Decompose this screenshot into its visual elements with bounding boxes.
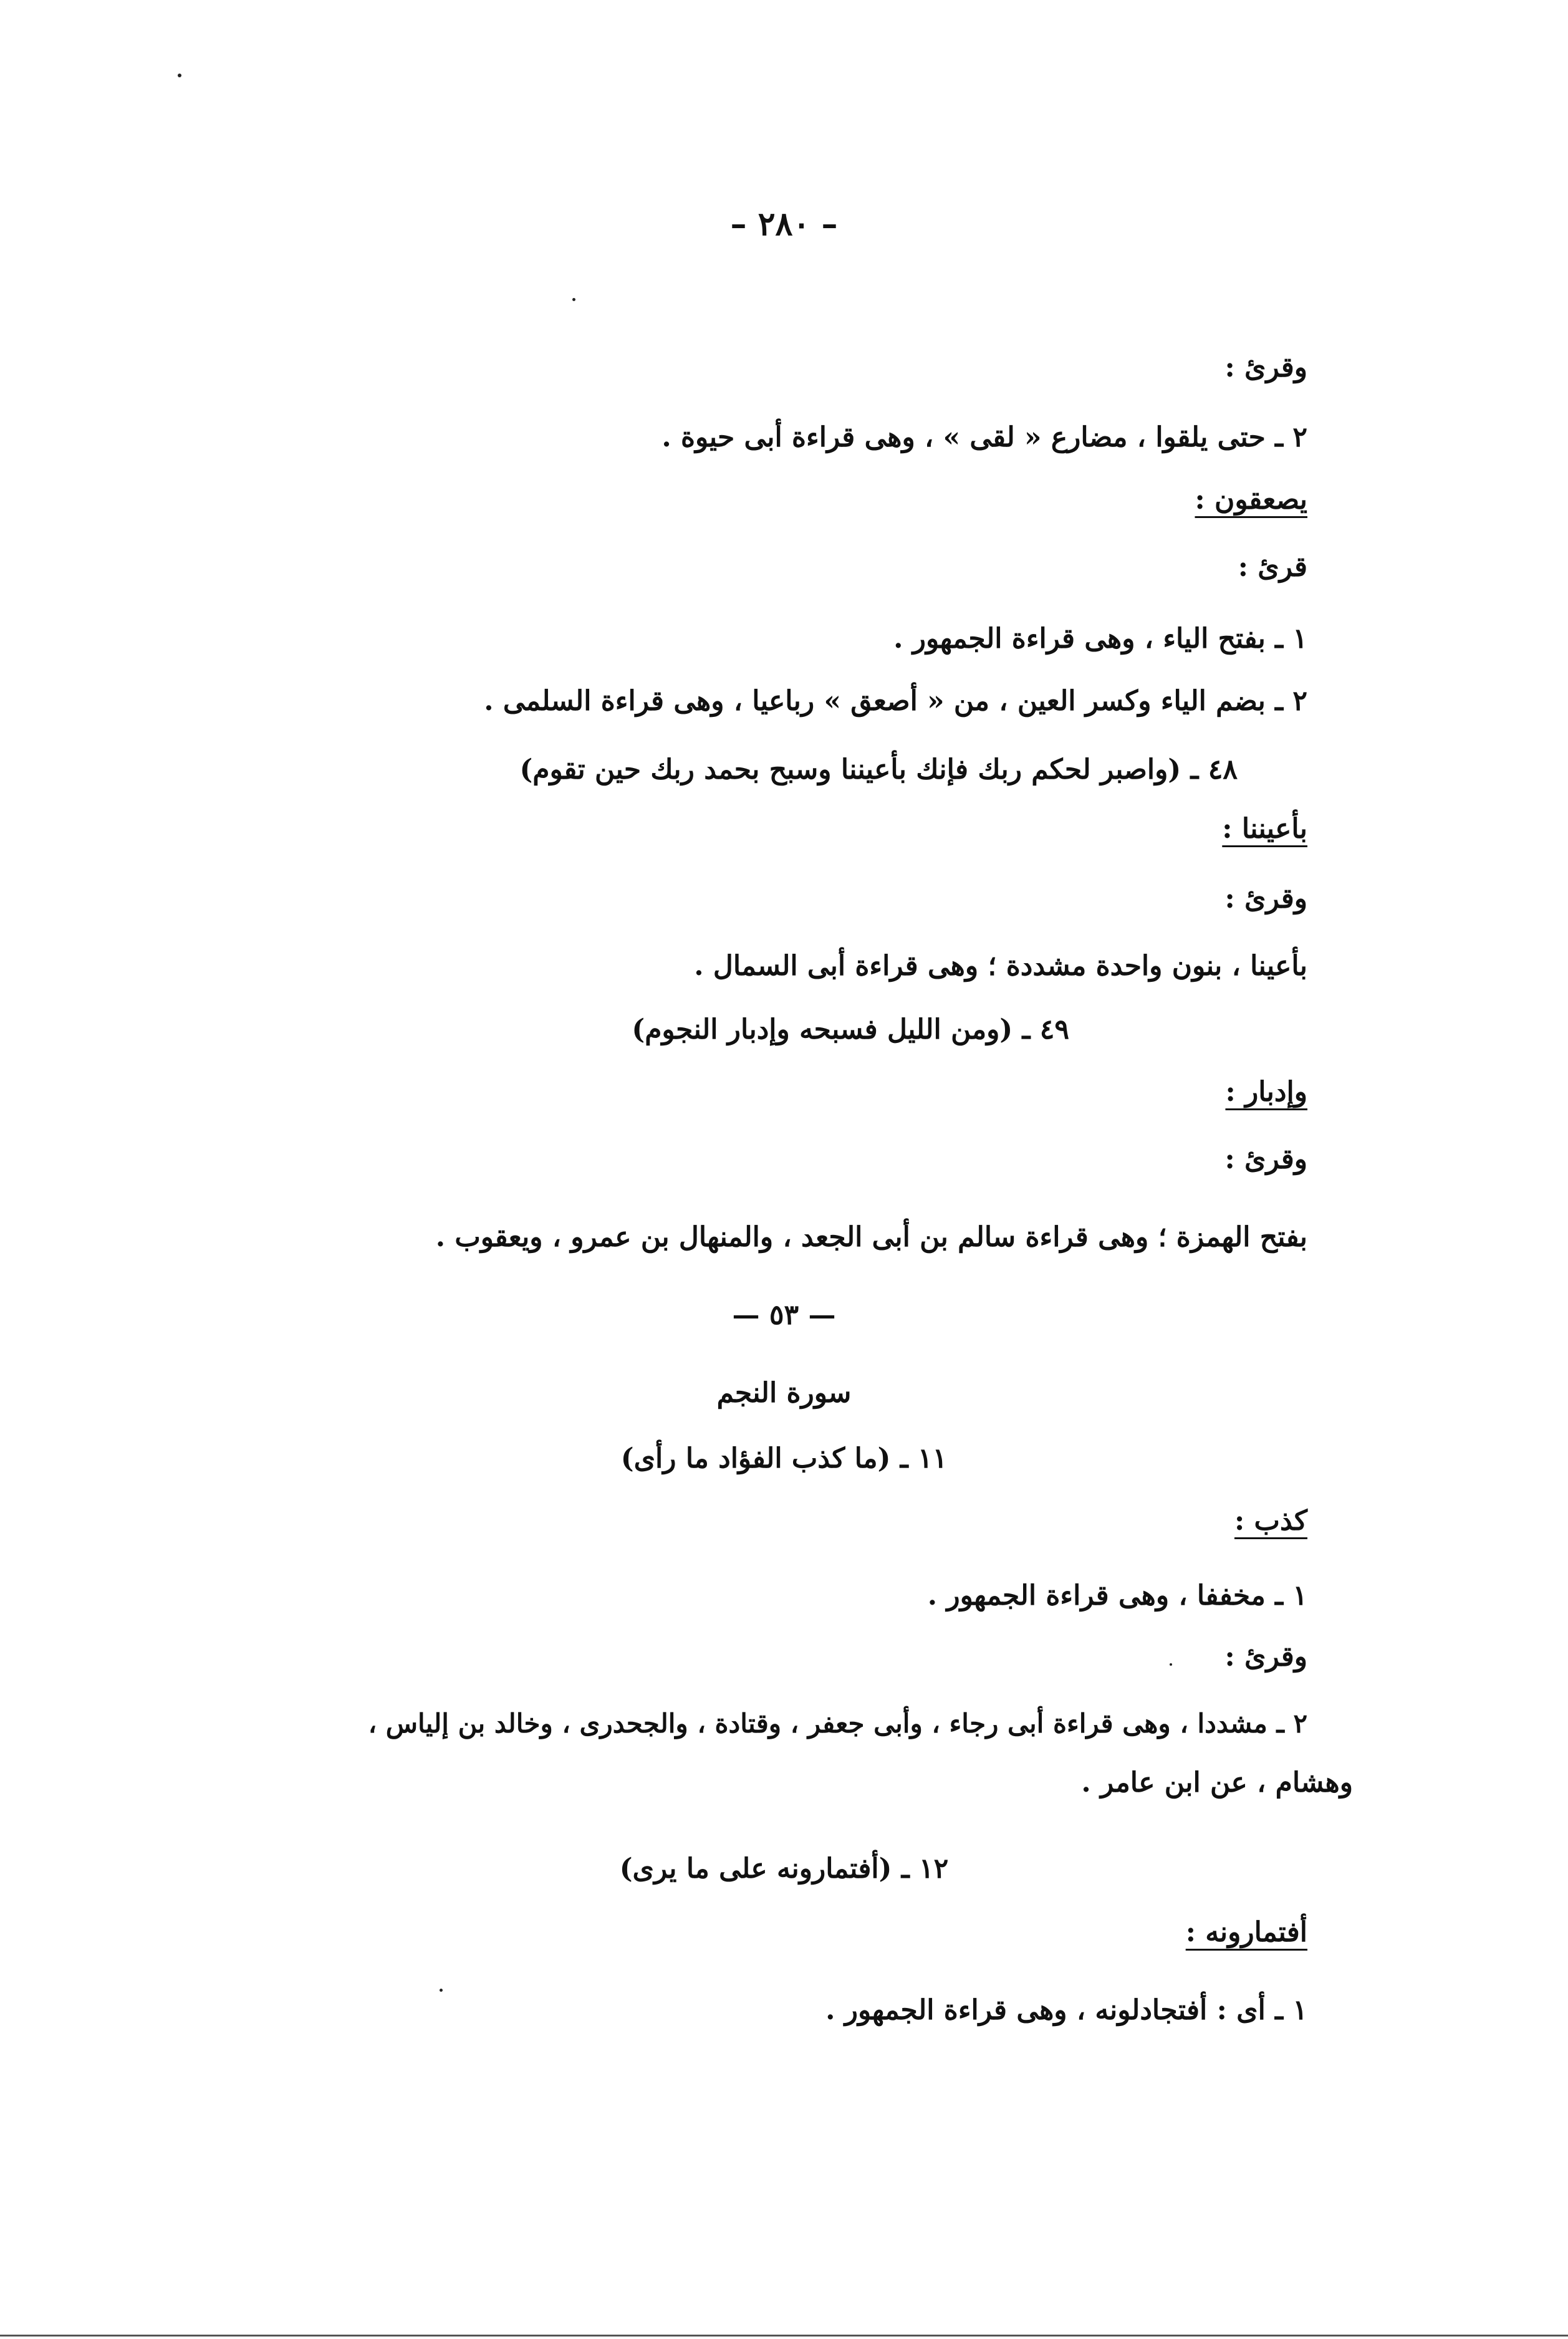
verse-line: ٤٨ ـ (واصبر لحكم ربك فإنك بأعيننا وسبح بحمد ربك حين تقوم) [519, 754, 1238, 785]
text-line: ٢ ـ حتى يلقوا ، مضارع « لقى » ، وهى قراءة أبى حيوة . [661, 421, 1307, 453]
section-heading: كذب : [1234, 1505, 1307, 1537]
text-line: ١ ـ بفتح الياء ، وهى قراءة الجمهور . [893, 623, 1307, 655]
text-line: ٢ ـ مشددا ، وهى قراءة أبى رجاء ، وأبى جعفر ، وقتادة ، والجحدرى ، وخالد بن إلياس ، [368, 1708, 1307, 1739]
text-line: وقرئ : [1224, 883, 1307, 915]
text-line: وقرئ : [1224, 1641, 1307, 1673]
scan-speck [572, 298, 575, 301]
text-line: وهشام ، عن ابن عامر . [1081, 1767, 1353, 1799]
text-line: ٢ ـ بضم الياء وكسر العين ، من « أصعق » رباعيا ، وهى قراءة السلمى . [484, 685, 1307, 717]
scan-speck [440, 1989, 443, 1992]
section-heading: وإدبار : [1225, 1076, 1307, 1108]
scan-speck [1170, 1663, 1172, 1666]
text-line: وقرئ : [1224, 1143, 1307, 1175]
section-heading: يصعقون : [1195, 484, 1307, 516]
verse-line: ١٢ ـ (أفتمارونه على ما يرى) [619, 1853, 949, 1885]
text-line: بفتح الهمزة ؛ وهى قراءة سالم بن أبى الجعد ، والمنهال بن عمرو ، ويعقوب . [435, 1221, 1307, 1253]
page-number: – ٢٨٠ – [730, 205, 838, 243]
text-line: قرئ : [1238, 551, 1307, 583]
surah-number: — ٥٣ — [732, 1299, 836, 1331]
verse-line: ٤٩ ـ (ومن الليل فسبحه وإدبار النجوم) [632, 1014, 1069, 1045]
text-line: ١ ـ مخففا ، وهى قراءة الجمهور . [927, 1580, 1307, 1611]
verse-line: ١١ ـ (ما كذب الفؤاد ما رأى) [620, 1443, 948, 1474]
text-line: وقرئ : [1224, 352, 1307, 383]
page-bottom-edge [0, 2335, 1568, 2337]
surah-title: سورة النجم [716, 1377, 852, 1409]
text-line: ١ ـ أى : أفتجادلونه ، وهى قراءة الجمهور . [825, 1994, 1307, 2026]
text-line: بأعينا ، بنون واحدة مشددة ؛ وهى قراءة أبى السمال . [694, 950, 1307, 982]
section-heading: بأعيننا : [1222, 813, 1307, 845]
section-heading: أفتمارونه : [1185, 1916, 1307, 1948]
scan-speck [178, 74, 181, 77]
